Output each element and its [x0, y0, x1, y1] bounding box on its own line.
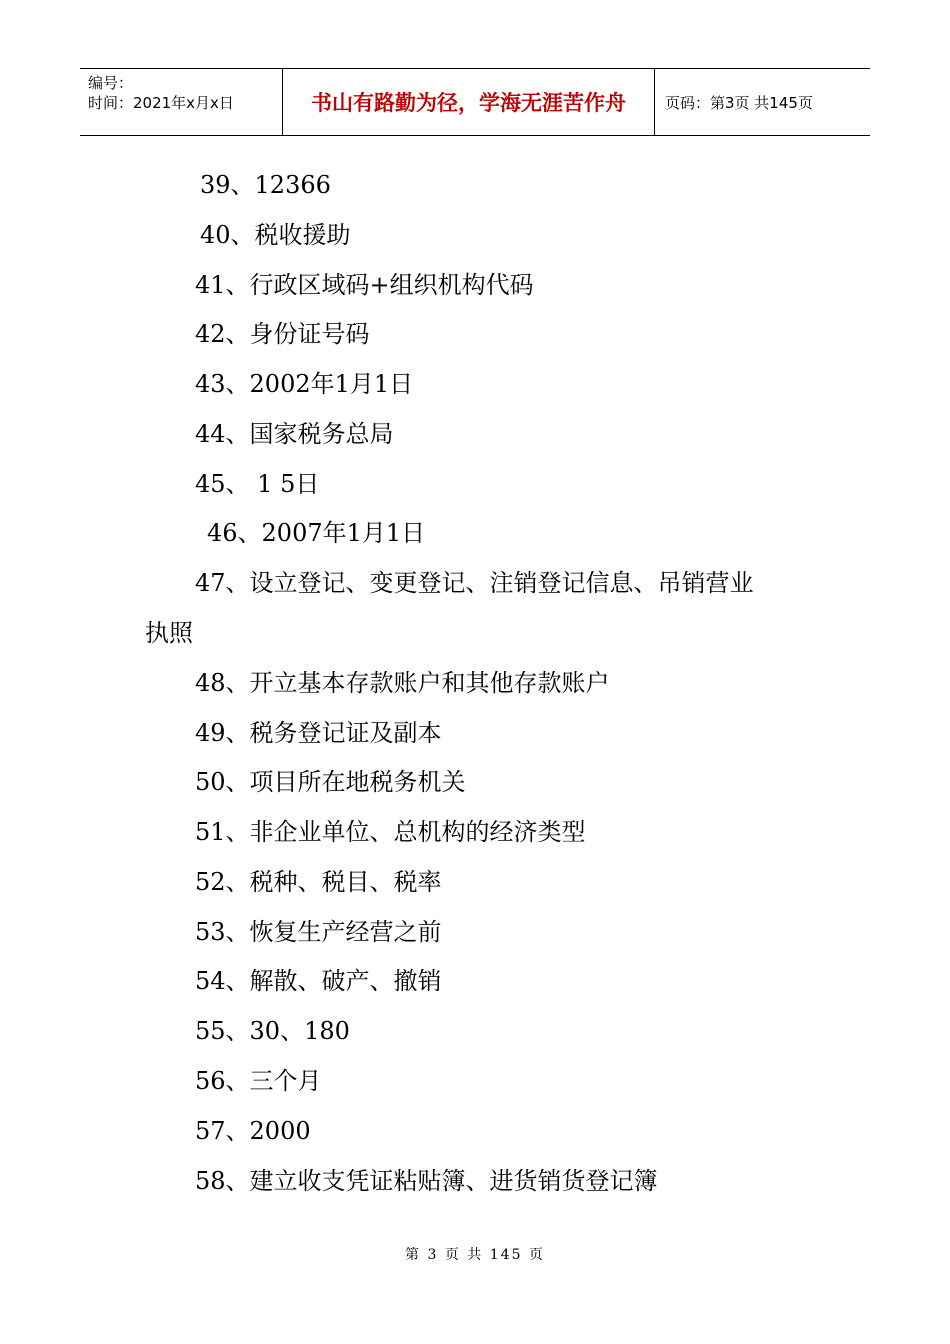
- page-header: [80, 68, 870, 136]
- list-item: 49、税务登记证及副本: [195, 719, 442, 747]
- list-item: 56、三个月: [195, 1067, 322, 1095]
- list-item: 53、恢复生产经营之前: [195, 918, 442, 946]
- list-item-continuation: 执照: [145, 619, 193, 647]
- list-item: 54、解散、破产、撤销: [195, 967, 442, 995]
- list-item: 50、项目所在地税务机关: [195, 768, 466, 796]
- list-item: 52、税种、税目、税率: [195, 868, 442, 896]
- list-item: 51、非企业单位、总机构的经济类型: [195, 818, 586, 846]
- list-item: 41、行政区域码+组织机构代码: [195, 271, 534, 299]
- document-number-label: 编号：: [88, 74, 134, 92]
- list-item: 47、设立登记、变更登记、注销登记信息、吊销营业: [195, 569, 754, 597]
- list-item: 45、 1 5日: [195, 470, 320, 498]
- header-meta: [80, 69, 282, 135]
- header-motto: 书山有路勤为径，学海无涯苦作舟: [282, 69, 655, 135]
- list-item: 55、30、180: [195, 1017, 350, 1045]
- list-item: 42、身份证号码: [195, 320, 370, 348]
- page-footer: 第 3 页 共 145 页: [405, 1247, 545, 1263]
- list-item: 40、税收援助: [200, 221, 351, 249]
- document-time-label: 时间：2021年x月x日: [88, 94, 234, 112]
- list-item: 43、2002年1月1日: [195, 370, 414, 398]
- list-item: 58、建立收支凭证粘贴簿、进货销货登记簿: [195, 1167, 658, 1195]
- list-item: 57、2000: [195, 1117, 311, 1145]
- list-item: 44、国家税务总局: [195, 420, 394, 448]
- header-page-info: 页码：第3页 共145页: [665, 93, 813, 112]
- list-item: 48、开立基本存款账户和其他存款账户: [195, 669, 610, 697]
- list-item: 46、2007年1月1日: [207, 519, 426, 547]
- list-item: 39、12366: [200, 171, 331, 199]
